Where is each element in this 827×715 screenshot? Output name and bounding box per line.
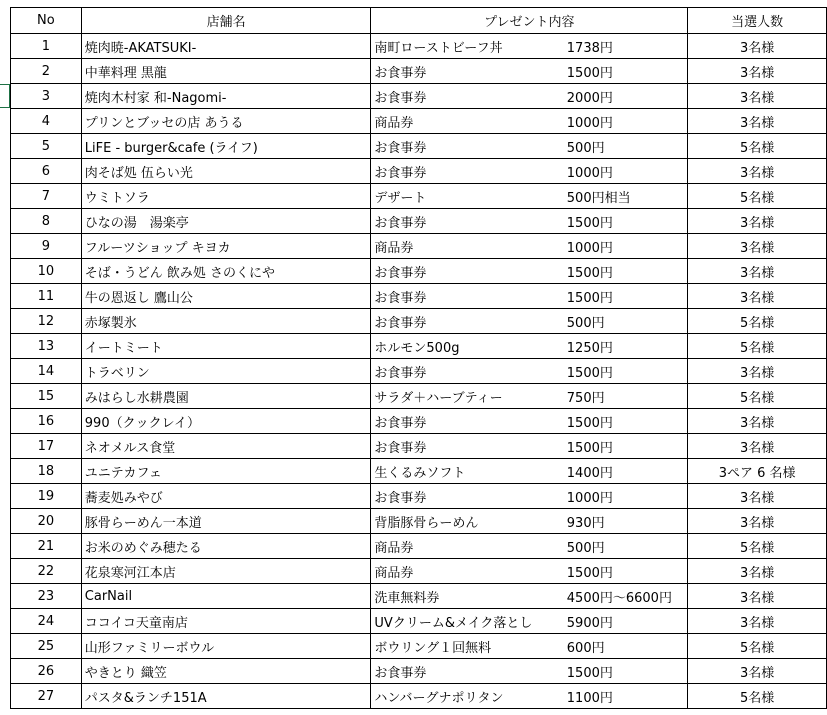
cell-present-item[interactable]: お食事券 [371, 59, 564, 84]
table-row [11, 259, 827, 284]
table-row [11, 134, 827, 159]
cell-store[interactable]: 肉そば処 伍らい光 [81, 159, 371, 184]
cell-winners[interactable]: 3名様 [688, 234, 827, 259]
cell-present-item[interactable]: お食事券 [371, 84, 564, 109]
cell-winners[interactable]: 3名様 [688, 259, 827, 284]
table-row [11, 334, 827, 359]
cell-winners[interactable]: 5名様 [688, 634, 827, 659]
cell-present-price[interactable]: 1250円 [564, 334, 688, 359]
table-row [11, 659, 827, 684]
table-row [11, 59, 827, 84]
cell-present-price[interactable]: 5900円 [564, 609, 688, 634]
cell-store[interactable]: 中華料理 黒龍 [81, 59, 371, 84]
cell-present-item[interactable]: UVクリーム&メイク落とし [371, 609, 564, 634]
cell-winners[interactable]: 5名様 [688, 684, 827, 709]
cell-winners[interactable]: 3名様 [688, 109, 827, 134]
table-row [11, 459, 827, 484]
cell-store[interactable]: フルーツショップ キヨカ [81, 234, 371, 259]
table-row [11, 534, 827, 559]
cell-store[interactable]: ウミトソラ [81, 184, 371, 209]
cell-store[interactable]: 山形ファミリーボウル [81, 634, 371, 659]
table-row [11, 84, 827, 109]
cell-no[interactable]: 14 [11, 359, 82, 384]
cell-winners[interactable]: 5名様 [688, 334, 827, 359]
cell-present-price[interactable]: 4500円～6600円 [564, 584, 688, 609]
cell-present-item[interactable]: ボウリング１回無料 [371, 634, 564, 659]
cell-winners[interactable]: 3名様 [688, 209, 827, 234]
cell-winners[interactable]: 3名様 [688, 159, 827, 184]
cell-present-item[interactable]: 商品券 [371, 109, 564, 134]
cell-store[interactable]: トラベリン [81, 359, 371, 384]
header-store[interactable]: 店舗名 [81, 8, 371, 34]
cell-winners[interactable]: 3名様 [688, 359, 827, 384]
cell-no[interactable]: 6 [11, 159, 82, 184]
cell-present-price[interactable]: 930円 [564, 509, 688, 534]
cell-present-price[interactable]: 1500円 [564, 359, 688, 384]
cell-present-price[interactable]: 1500円 [564, 409, 688, 434]
cell-no[interactable]: 11 [11, 284, 82, 309]
cell-no[interactable]: 8 [11, 209, 82, 234]
cell-present-price[interactable]: 1000円 [564, 109, 688, 134]
cell-present-price[interactable]: 750円 [564, 384, 688, 409]
table-row [11, 609, 827, 634]
table-row [11, 309, 827, 334]
cell-present-item[interactable]: お食事券 [371, 134, 564, 159]
cell-present-item[interactable]: お食事券 [371, 434, 564, 459]
cell-store[interactable]: ひなの湯 湯楽亭 [81, 209, 371, 234]
cell-winners[interactable]: 3名様 [688, 409, 827, 434]
cell-no[interactable]: 18 [11, 459, 82, 484]
cell-store[interactable]: 牛の恩返し 鷹山公 [81, 284, 371, 309]
cell-store[interactable]: みはらし水耕農園 [81, 384, 371, 409]
cell-winners[interactable]: 3名様 [688, 434, 827, 459]
header-winners[interactable]: 当選人数 [688, 8, 827, 34]
cell-present-price[interactable]: 500円 [564, 534, 688, 559]
cell-present-item[interactable]: お食事券 [371, 284, 564, 309]
cell-winners[interactable]: 3名様 [688, 59, 827, 84]
cell-present-item[interactable]: お食事券 [371, 209, 564, 234]
cell-store[interactable]: そば・うどん 飲み処 さのくにや [81, 259, 371, 284]
cell-store[interactable]: LiFE - burger&cafe (ライフ) [81, 134, 371, 159]
table-row [11, 684, 827, 709]
table-row [11, 209, 827, 234]
cell-winners[interactable]: 5名様 [688, 184, 827, 209]
cell-present-price[interactable]: 1100円 [564, 684, 688, 709]
table-row [11, 234, 827, 259]
cell-no[interactable]: 17 [11, 434, 82, 459]
cell-present-item[interactable]: お食事券 [371, 159, 564, 184]
header-no[interactable]: No [11, 8, 82, 34]
cell-winners[interactable]: 3名様 [688, 559, 827, 584]
table-row [11, 359, 827, 384]
cell-winners[interactable]: 3名様 [688, 84, 827, 109]
cell-present-item[interactable]: お食事券 [371, 484, 564, 509]
cell-no[interactable]: 7 [11, 184, 82, 209]
cell-no[interactable]: 20 [11, 509, 82, 534]
cell-present-item[interactable]: 生くるみソフト [371, 459, 564, 484]
cell-present-item[interactable]: 商品券 [371, 234, 564, 259]
cell-store[interactable]: お米のめぐみ穂たる [81, 534, 371, 559]
table-row [11, 184, 827, 209]
cell-no[interactable]: 15 [11, 384, 82, 409]
table-row [11, 509, 827, 534]
cell-winners[interactable]: 3名様 [688, 284, 827, 309]
table-row [11, 559, 827, 584]
cell-present-item[interactable]: 洗車無料券 [371, 584, 564, 609]
table-row [11, 284, 827, 309]
cell-present-item[interactable]: お食事券 [371, 659, 564, 684]
table-row [11, 159, 827, 184]
cell-store[interactable]: パスタ&ランチ151A [81, 684, 371, 709]
cell-present-price[interactable]: 1500円 [564, 559, 688, 584]
cell-present-item[interactable]: サラダ＋ハーブティー [371, 384, 564, 409]
prize-table [10, 7, 827, 709]
cell-present-item[interactable]: お食事券 [371, 359, 564, 384]
cell-no[interactable]: 27 [11, 684, 82, 709]
cell-store[interactable]: ココイコ天童南店 [81, 609, 371, 634]
cell-no[interactable]: 25 [11, 634, 82, 659]
cell-present-item[interactable]: 商品券 [371, 534, 564, 559]
cell-present-price[interactable]: 500円相当 [564, 184, 688, 209]
cell-no[interactable]: 4 [11, 109, 82, 134]
header-present[interactable]: プレゼント内容 [371, 8, 688, 34]
cell-store[interactable]: CarNail [81, 584, 371, 609]
cell-no[interactable]: 5 [11, 134, 82, 159]
cell-present-price[interactable]: 500円 [564, 309, 688, 334]
cell-present-item[interactable]: お食事券 [371, 409, 564, 434]
cell-no[interactable]: 24 [11, 609, 82, 634]
table-row [11, 484, 827, 509]
table-row [11, 434, 827, 459]
cell-present-price[interactable]: 500円 [564, 134, 688, 159]
cell-no[interactable]: 2 [11, 59, 82, 84]
cell-winners[interactable]: 3名様 [688, 609, 827, 634]
cell-present-item[interactable]: ハンバーグナポリタン [371, 684, 564, 709]
cell-store[interactable]: 焼肉暁-AKATSUKI- [81, 34, 371, 59]
cell-store[interactable]: ユニテカフェ [81, 459, 371, 484]
table-row [11, 384, 827, 409]
cell-store[interactable]: ネオメルス食堂 [81, 434, 371, 459]
cell-winners[interactable]: 3名様 [688, 584, 827, 609]
cell-winners[interactable]: 5名様 [688, 309, 827, 334]
cell-no[interactable]: 16 [11, 409, 82, 434]
cell-present-item[interactable]: ホルモン500g [371, 334, 564, 359]
table-row [11, 409, 827, 434]
cell-no[interactable]: 1 [11, 34, 82, 59]
cell-store[interactable]: イートミート [81, 334, 371, 359]
cell-present-price[interactable]: 1000円 [564, 484, 688, 509]
cell-winners[interactable]: 3名様 [688, 34, 827, 59]
cell-store[interactable]: 焼肉木村家 和-Nagomi- [81, 84, 371, 109]
cell-present-price[interactable]: 1500円 [564, 659, 688, 684]
cell-winners[interactable]: 3名様 [688, 484, 827, 509]
cell-store[interactable]: 豚骨らーめん一本道 [81, 509, 371, 534]
cell-winners[interactable]: 5名様 [688, 384, 827, 409]
cell-no[interactable]: 13 [11, 334, 82, 359]
cell-store[interactable]: やきとり 織笠 [81, 659, 371, 684]
cell-present-item[interactable]: 商品券 [371, 559, 564, 584]
cell-present-price[interactable]: 1500円 [564, 259, 688, 284]
cell-present-price[interactable]: 1500円 [564, 434, 688, 459]
cell-winners[interactable]: 3ペア 6 名様 [688, 459, 827, 484]
cell-present-price[interactable]: 2000円 [564, 84, 688, 109]
cell-present-item[interactable]: デザート [371, 184, 564, 209]
cell-no[interactable]: 21 [11, 534, 82, 559]
table-row [11, 634, 827, 659]
header-row [11, 8, 827, 34]
cell-winners[interactable]: 3名様 [688, 509, 827, 534]
cell-winners[interactable]: 3名様 [688, 659, 827, 684]
cell-no[interactable]: 10 [11, 259, 82, 284]
cell-present-price[interactable]: 1500円 [564, 284, 688, 309]
table-row [11, 34, 827, 59]
cell-no[interactable]: 23 [11, 584, 82, 609]
table-row [11, 584, 827, 609]
cell-no[interactable]: 9 [11, 234, 82, 259]
cell-no[interactable]: 12 [11, 309, 82, 334]
cell-present-item[interactable]: お食事券 [371, 309, 564, 334]
cell-present-price[interactable]: 1000円 [564, 159, 688, 184]
cell-present-price[interactable]: 1000円 [564, 234, 688, 259]
cell-no[interactable]: 19 [11, 484, 82, 509]
cell-present-item[interactable]: 背脂豚骨らーめん [371, 509, 564, 534]
cell-store[interactable]: 蕎麦処みやび [81, 484, 371, 509]
table-row [11, 109, 827, 134]
cell-no[interactable]: 22 [11, 559, 82, 584]
cell-store[interactable]: 花泉寒河江本店 [81, 559, 371, 584]
cell-winners[interactable]: 5名様 [688, 134, 827, 159]
cell-no[interactable]: 3 [11, 84, 82, 109]
cell-present-price[interactable]: 600円 [564, 634, 688, 659]
cell-present-item[interactable]: 南町ローストビーフ丼 [371, 34, 564, 59]
cell-store[interactable]: 990（クックレイ） [81, 409, 371, 434]
cell-store[interactable]: プリンとブッセの店 あうる [81, 109, 371, 134]
cell-winners[interactable]: 5名様 [688, 534, 827, 559]
cell-present-price[interactable]: 1738円 [564, 34, 688, 59]
cell-present-price[interactable]: 1500円 [564, 59, 688, 84]
cell-present-price[interactable]: 1400円 [564, 459, 688, 484]
cell-no[interactable]: 26 [11, 659, 82, 684]
cell-store[interactable]: 赤塚製氷 [81, 309, 371, 334]
cell-present-item[interactable]: お食事券 [371, 259, 564, 284]
cell-present-price[interactable]: 1500円 [564, 209, 688, 234]
